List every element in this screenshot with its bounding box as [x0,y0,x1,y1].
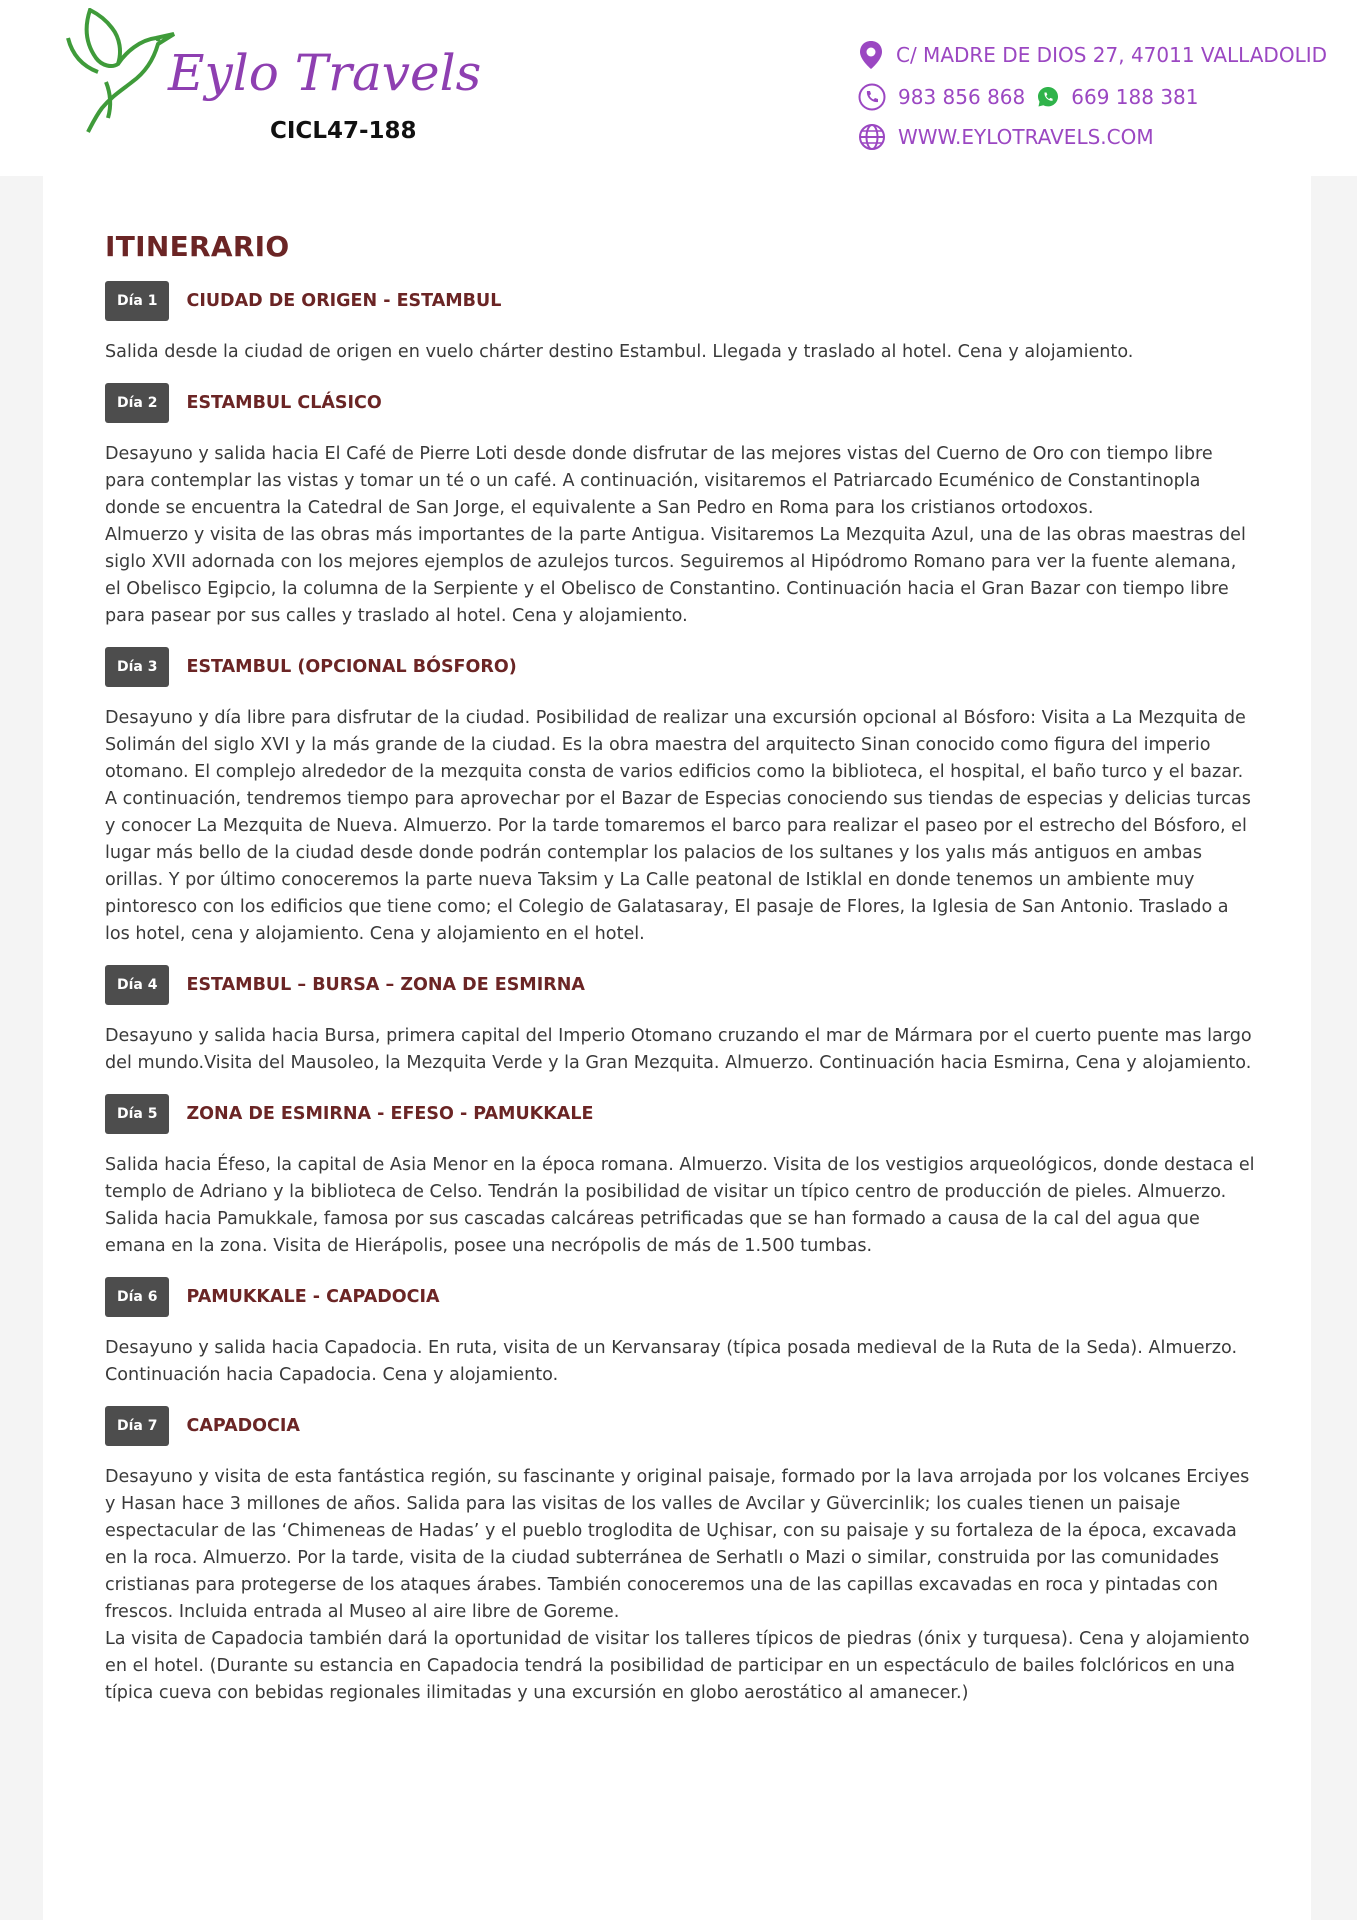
day-header [105,1406,1255,1446]
day-title: ZONA DE ESMIRNA - EFESO - PAMUKKALE [186,1104,594,1124]
day-paragraph: Desayuno y salida hacia El Café de Pierre Loti desde donde disfrutar de las mejores vistas del Cuerno de Oro con tiempo libre para contemplar las vistas y tomar un té o un café. A continuación, visitaremos el Patriarcado Ecuménico de Constantinopla donde se encuentra la Catedral de San Jorge, el equivalente a San Pedro en Roma para los cristianos ortodoxos. [105,444,1213,518]
day-description [105,1335,1255,1389]
day-header [105,281,1255,321]
day-description [105,1023,1255,1077]
phone-row [858,80,1199,114]
day-6 [105,1277,1255,1389]
day-badge: Día 4 [105,965,169,1005]
day-header [105,1277,1255,1317]
day-3 [105,647,1255,948]
day-1 [105,281,1255,366]
day-description [105,1152,1255,1260]
day-title: CAPADOCIA [186,1416,300,1436]
globe-icon [858,123,886,151]
day-paragraph: Desayuno y día libre para disfrutar de la ciudad. Posibilidad de realizar una excursión opcional al Bósforo: Visita a La Mezquita de Solimán del siglo XVI y la más grande de la ciudad. Es la obra maestra del arquitecto Sinan conocido como figura del imperio otomano. El complejo alrededor de la mezquita consta de varios edificios como la biblioteca, el hospital, el baño turco y el bazar. A continuación, tendremos tiempo para aprovechar por el Bazar de Especias conociendo sus tiendas de especias y delicias turcas y conocer La Mezquita de Nueva. Almuerzo. Por la tarde tomaremos el barco para realizar el paseo por el estrecho del Bósforo, el lugar más bello de la ciudad desde donde podrán contemplar los palacios de los sultanes y los yalıs más antiguos en ambas orillas. Y por último conoceremos la parte nueva Taksim y La Calle peatonal de Istiklal en donde tenemos un ambiente muy pintoresco con los edificios que tiene como; el Colegio de Galatasaray, El pasaje de Flores, la Iglesia de San Antonio. Traslado a los hotel, cena y alojamiento. Cena y alojamiento en el hotel. [105,708,1251,944]
hummingbird-logo [62,8,182,133]
day-title: ESTAMBUL – BURSA – ZONA DE ESMIRNA [186,975,585,995]
day-title: CIUDAD DE ORIGEN - ESTAMBUL [186,291,502,311]
day-paragraph: Desayuno y salida hacia Bursa, primera capital del Imperio Otomano cruzando el mar de Mármara por el cuerto puente mas largo del mundo.Visita del Mausoleo, la Mezquita Verde y la Gran Mezquita. Almuerzo. Continuación hacia Esmirna, Cena y alojamiento. [105,1026,1252,1073]
phone-number[interactable]: 983 856 868 [898,85,1026,109]
address-row [858,38,1327,72]
day-5 [105,1094,1255,1260]
day-2 [105,383,1255,630]
day-header [105,647,1255,687]
day-title: ESTAMBUL (OPCIONAL BÓSFORO) [186,657,517,677]
day-4 [105,965,1255,1077]
itinerary-section [105,230,1255,1707]
day-paragraph: Desayuno y visita de esta fantástica región, su fascinante y original paisaje, formado por la lava arrojada por los volcanes Erciyes y Hasan hace 3 millones de años. Salida para las visitas de los valles de Avcilar y Güvercinlik; los cuales tienen un paisaje espectacular de las ‘Chimeneas de Hadas’ y el pueblo troglodita de Uçhisar, con su paisaje y su fortaleza de la época, excavada en la roca. Almuerzo. Por la tarde, visita de la ciudad subterránea de Serhatlı o Mazi o similar, construida por las comunidades cristianas para protegerse de los ataques árabes. También conoceremos una de las capillas excavadas en roca y pintadas con frescos. Incluida entrada al Museo al aire libre de Goreme. [105,1467,1250,1622]
day-badge: Día 3 [105,647,169,687]
day-badge: Día 5 [105,1094,169,1134]
day-paragraph: Desayuno y salida hacia Capadocia. En ruta, visita de un Kervansaray (típica posada medieval de la Ruta de la Seda). Almuerzo. Continuación hacia Capadocia. Cena y alojamiento. [105,1338,1238,1385]
day-badge: Día 2 [105,383,169,423]
brand-name: Eylo Travels [168,44,482,102]
day-header [105,1094,1255,1134]
whatsapp-number[interactable]: 669 188 381 [1071,85,1199,109]
day-paragraph: Salida hacia Éfeso, la capital de Asia Menor en la época romana. Almuerzo. Visita de los vestigios arqueológicos, donde destaca el templo de Adriano y la biblioteca de Celso. Tendrán la posibilidad de visitar un típico centro de producción de pieles. Almuerzo. Salida hacia Pamukkale, famosa por sus cascadas calcáreas petrificadas que se han formado a causa de la cal del agua que emana en la zona. Visita de Hierápolis, posee una necrópolis de más de 1.500 tumbas. [105,1155,1255,1256]
section-title: ITINERARIO [105,230,290,263]
day-paragraph: Salida desde la ciudad de origen en vuelo chárter destino Estambul. Llegada y traslado al hotel. Cena y alojamiento. [105,342,1134,362]
whatsapp-icon [1037,86,1059,108]
day-title: ESTAMBUL CLÁSICO [186,393,382,413]
day-description [105,339,1255,366]
day-paragraph: La visita de Capadocia también dará la oportunidad de visitar los talleres típicos de piedras (ónix y turquesa). Cena y alojamiento en el hotel. (Durante su estancia en Capadocia tendrá la posibilidad de participar en un espectáculo de bailes folclóricos en una típica cueva con bebidas regionales ilimitadas y una excursión en globo aerostático al amanecer.) [105,1629,1250,1703]
day-header [105,383,1255,423]
day-paragraph: Almuerzo y visita de las obras más importantes de la parte Antigua. Visitaremos La Mezquita Azul, una de las obras maestras del siglo XVII adornada con los mejores ejemplos de azulejos turcos. Seguiremos al Hipódromo Romano para ver la fuente alemana, el Obelisco Egipcio, la columna de la Serpiente y el Obelisco de Constantino. Continuación hacia el Gran Bazar con tiempo libre para pasear por sus calles y traslado al hotel. Cena y alojamiento. [105,525,1246,626]
license-code: CICL47-188 [270,118,417,144]
day-title: PAMUKKALE - CAPADOCIA [186,1287,440,1307]
day-badge: Día 1 [105,281,169,321]
day-description [105,441,1255,630]
day-7 [105,1406,1255,1707]
page-header [0,0,1357,176]
day-header [105,965,1255,1005]
website-row [858,120,1154,154]
phone-icon [858,83,886,111]
day-description [105,705,1255,948]
day-badge: Día 6 [105,1277,169,1317]
website-link[interactable]: WWW.EYLOTRAVELS.COM [898,125,1154,149]
location-pin-icon [858,40,884,70]
address-text[interactable]: C/ MADRE DE DIOS 27, 47011 VALLADOLID [896,43,1328,67]
day-badge: Día 7 [105,1406,169,1446]
day-description [105,1464,1255,1707]
